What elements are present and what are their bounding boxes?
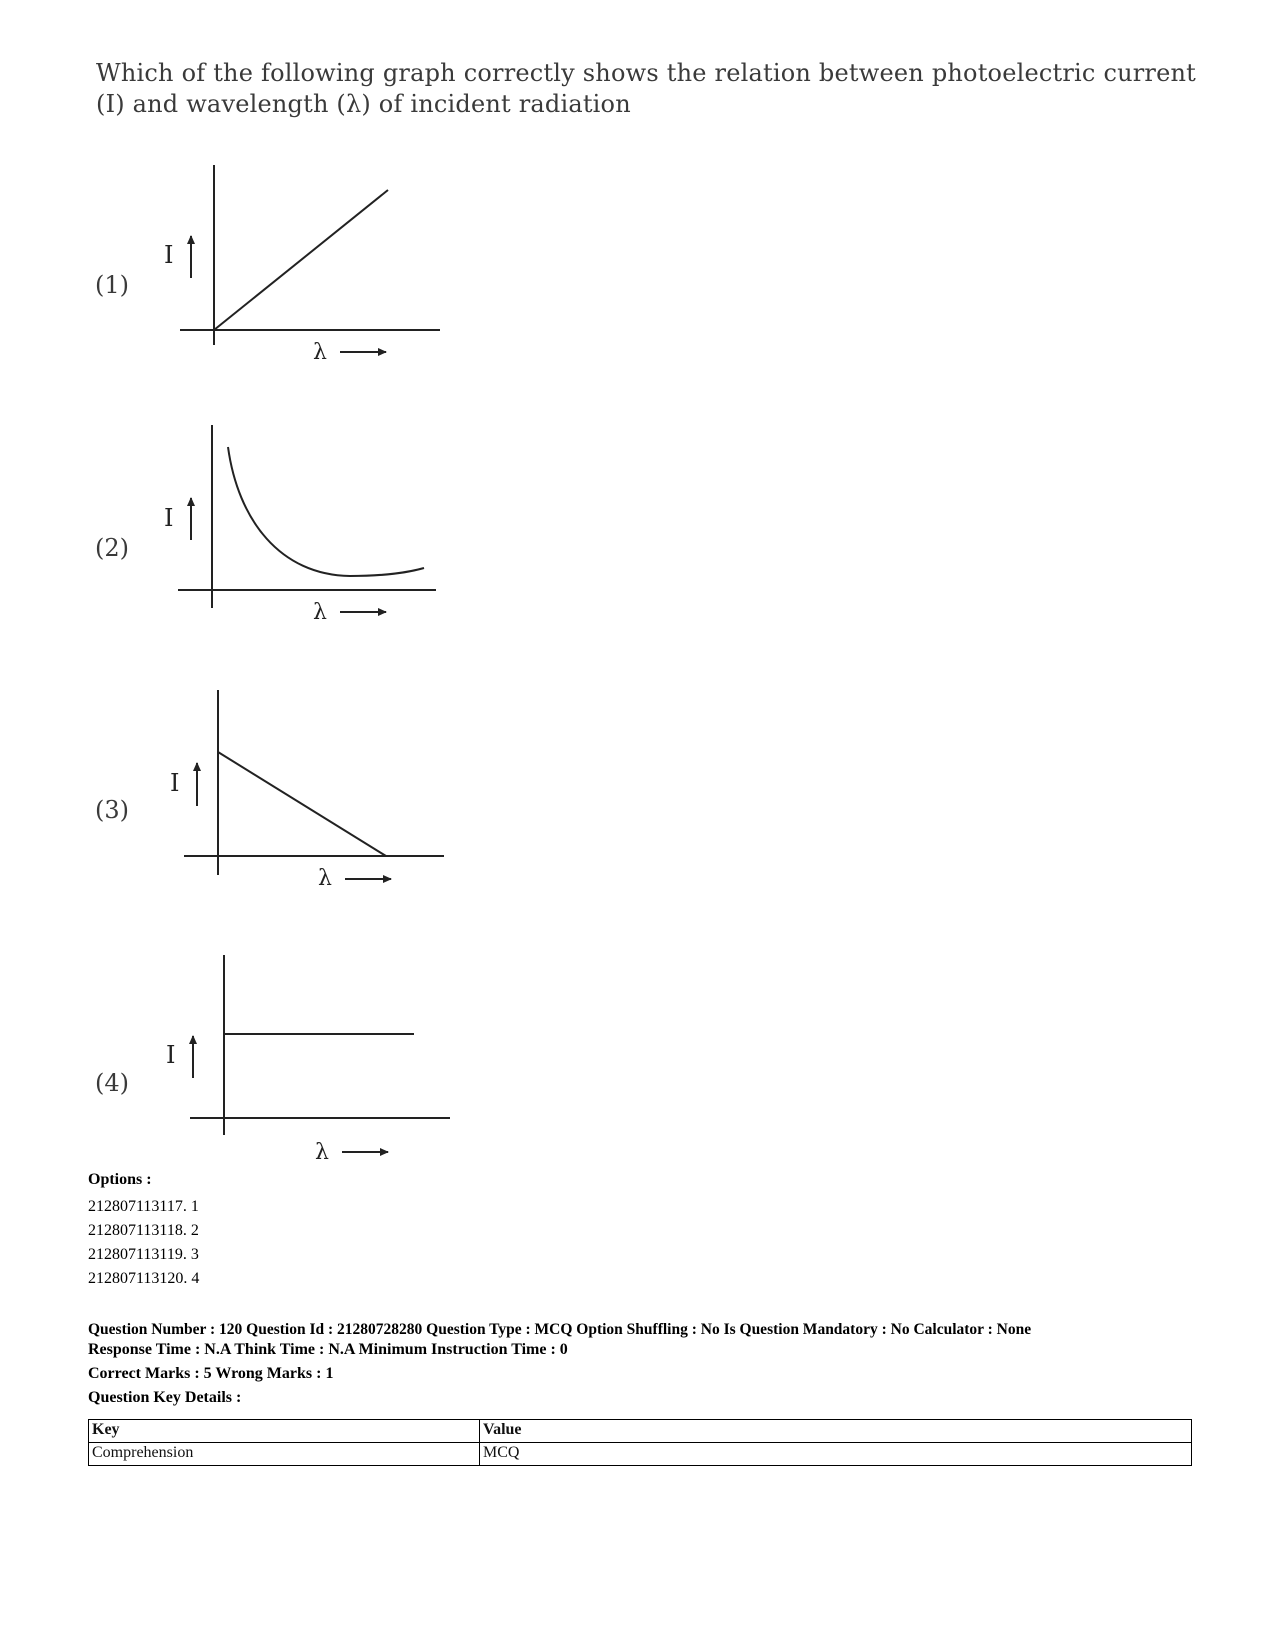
question-details-line2: Response Time : N.A Think Time : N.A Minimum Instruction Time : 0 — [88, 1341, 568, 1358]
question-text: Which of the following graph correctly shows the relation between photoelectric current (I) and wavelength (λ) of incident radiation — [96, 59, 1196, 118]
key-details-heading: Question Key Details : — [88, 1389, 242, 1406]
key-header: Key — [89, 1420, 480, 1443]
graph-1-curve — [214, 190, 388, 330]
graph-4-x-label: λ — [315, 1140, 329, 1165]
graph-4-y-label: I — [166, 1041, 176, 1069]
options-heading: Options : — [88, 1171, 152, 1188]
graph-2-label: (2) — [95, 534, 129, 562]
option-4: 212807113120. 4 — [88, 1270, 200, 1287]
key-cell: Comprehension — [89, 1443, 480, 1466]
key-table-header-row — [89, 1420, 1192, 1443]
option-2: 212807113118. 2 — [88, 1222, 199, 1239]
option-1: 212807113117. 1 — [88, 1198, 199, 1215]
graph-2-x-label: λ — [313, 600, 327, 625]
graph-4-label: (4) — [95, 1069, 129, 1097]
marks-line: Correct Marks : 5 Wrong Marks : 1 — [88, 1365, 334, 1382]
key-table — [88, 1419, 1192, 1466]
graph-3-label: (3) — [95, 796, 129, 824]
graph-2-curve — [228, 447, 424, 576]
option-3: 212807113119. 3 — [88, 1246, 199, 1263]
graph-1-x-label: λ — [313, 340, 327, 365]
graph-1 — [164, 165, 440, 365]
graph-4 — [166, 955, 450, 1165]
graph-3 — [170, 690, 444, 891]
graph-1-y-label: I — [164, 241, 174, 269]
graph-2-y-label: I — [164, 504, 174, 532]
graph-3-curve — [218, 752, 386, 856]
graph-3-x-label: λ — [318, 866, 332, 891]
graph-1-label: (1) — [95, 271, 129, 299]
table-row — [89, 1443, 1192, 1466]
graph-2 — [164, 425, 436, 625]
value-header: Value — [480, 1420, 1192, 1443]
graph-3-y-label: I — [170, 769, 180, 797]
value-cell: MCQ — [480, 1443, 1192, 1466]
question-details-line1: Question Number : 120 Question Id : 21280728280 Question Type : MCQ Option Shuffling : No Is Question Mandatory : No Calculator : None — [88, 1321, 1032, 1338]
